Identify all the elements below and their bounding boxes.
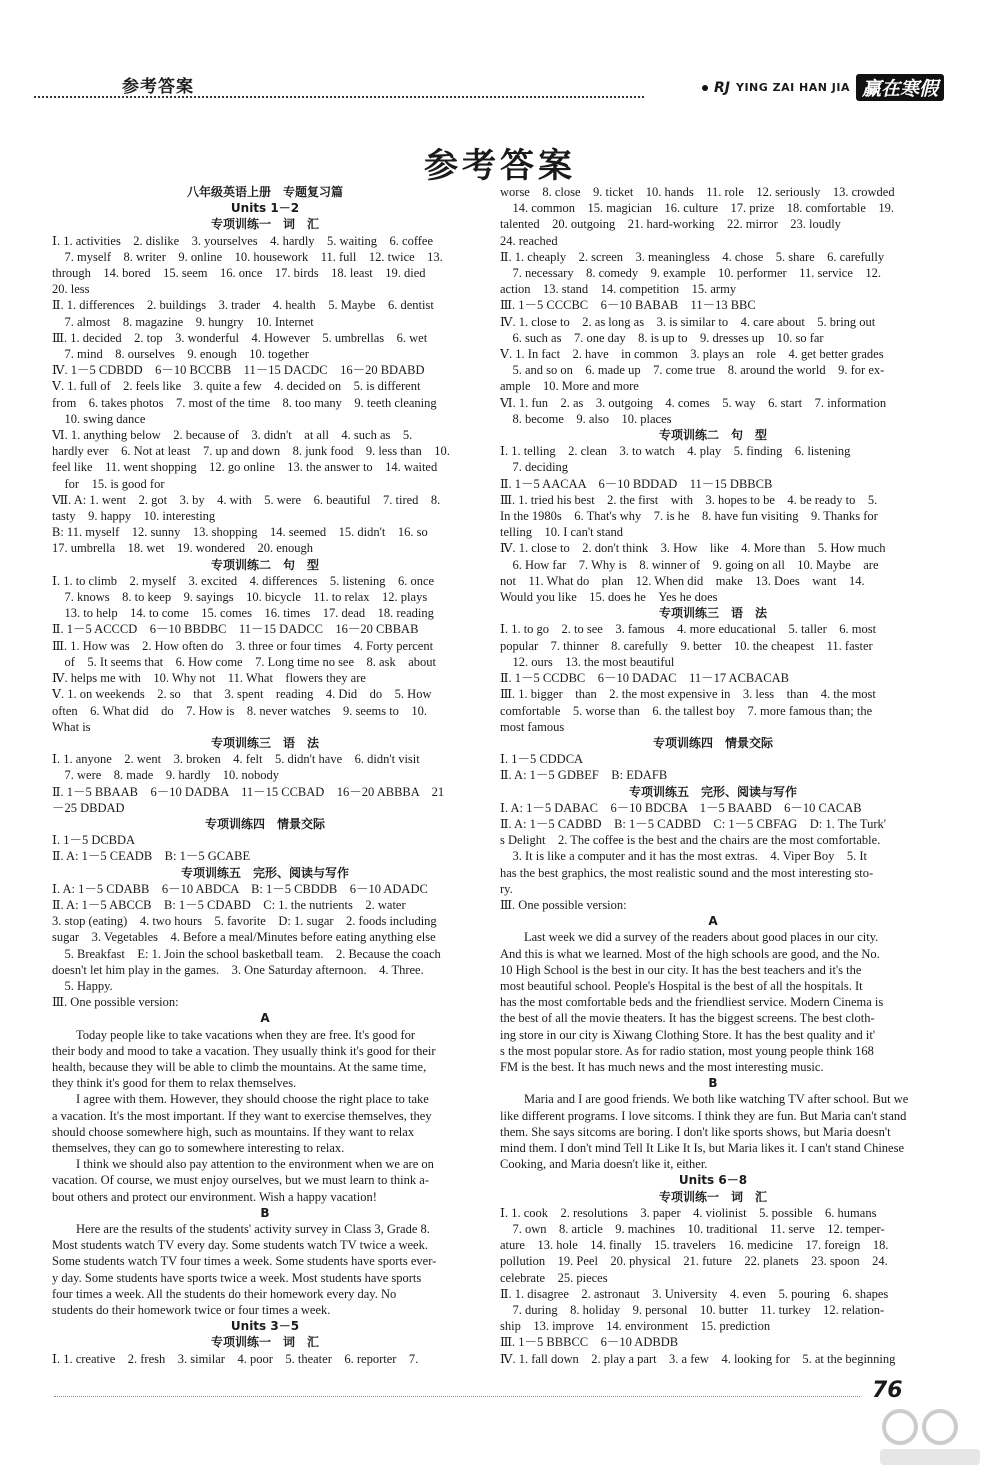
answer-line: like different programs. I love sitcoms. I think they are fun. But Maria can't stand bbox=[500, 1108, 907, 1123]
header-title: 参考答案 bbox=[122, 77, 194, 97]
answer-line: 24. reached bbox=[500, 233, 558, 248]
section-heading: A bbox=[260, 1011, 270, 1026]
answer-line: Ⅲ. 1. bigger than 2. the most expensive in 3. less than 4. the most bbox=[500, 687, 876, 702]
answer-line: 14. common 15. magician 16. culture 17. prize 18. comfortable 19. bbox=[500, 201, 895, 216]
section-heading: 专项训练四 情景交际 bbox=[204, 816, 325, 831]
answer-line: Ⅱ. 1. differences 2. buildings 3. trader 4. health 5. Maybe 6. dentist bbox=[52, 298, 434, 313]
answer-line: Would you like 15. does he Yes he does bbox=[500, 590, 718, 605]
answer-line: for 15. is good for bbox=[52, 476, 165, 491]
section-heading: B bbox=[260, 1205, 270, 1220]
answer-line: their body and mood to take a vacation. They usually think it's good for their bbox=[52, 1043, 436, 1058]
answer-line: Ⅲ. 1－5 CCCBC 6－10 BABAB 11－13 BBC bbox=[500, 298, 756, 313]
answer-line: they think it's good for them to relax themselves. bbox=[52, 1076, 297, 1091]
answer-line: 20. less bbox=[52, 282, 90, 297]
answer-line: talented 20. outgoing 21. hard-working 22. mirror 23. loudly bbox=[500, 217, 841, 232]
answer-line: Here are the results of the students' activity survey in Class 3, Grade 8. bbox=[76, 1222, 430, 1236]
answer-line: students do their homework twice or four times a week. bbox=[52, 1303, 331, 1318]
answer-line: Ⅰ. 1－5 CDDCA bbox=[500, 752, 584, 767]
answer-line: has the best graphics, the most realistic sound and the most interesting sto- bbox=[500, 865, 874, 880]
answer-line: Ⅳ. 1. close to 2. as long as 3. is similar to 4. care about 5. bring out bbox=[500, 314, 876, 329]
answer-line: bout others and protect our environment. Wish a happy vacation! bbox=[52, 1189, 377, 1204]
answer-line: Ⅲ. 1. How was 2. How often do 3. three or four times 4. Forty percent bbox=[52, 638, 434, 653]
page-header bbox=[34, 70, 944, 104]
answer-line: 17. umbrella 18. wet 19. wondered 20. enough bbox=[52, 541, 314, 556]
header-brand-name: 赢在寒假 bbox=[856, 74, 944, 101]
answer-line: 6. How far 7. Why is 8. winner of 9. going on all 10. Maybe are bbox=[500, 557, 879, 572]
answer-line: pollution 19. Peel 20. physical 21. future 22. planets 23. spoon 24. bbox=[500, 1254, 888, 1269]
answer-line: Ⅳ. 1. close to 2. don't think 3. How like 4. More than 5. How much bbox=[500, 541, 886, 556]
section-heading: Units 3－5 bbox=[230, 1319, 300, 1334]
answer-line: And this is what we learned. Most of the high schools are good, and the No. bbox=[500, 946, 880, 961]
right-column bbox=[500, 184, 926, 1367]
section-heading: A bbox=[708, 914, 718, 929]
answer-line: often 6. What did do 7. How is 8. never watches 9. seems to 10. bbox=[52, 703, 428, 718]
answer-line: Ⅲ. 1. tried his best 2. the first with 3. hopes to be 4. be ready to 5. bbox=[500, 492, 878, 507]
section-heading: 专项训练四 情景交际 bbox=[652, 735, 773, 750]
answer-line: 7. almost 8. magazine 9. hungry 10. Internet bbox=[52, 314, 314, 329]
answer-line: Ⅰ. 1. activities 2. dislike 3. yourselves 4. hardly 5. waiting 6. coffee bbox=[52, 233, 434, 248]
answer-line: Some students watch TV four times a week. Some students have sports ever- bbox=[52, 1254, 437, 1269]
header-pinyin: YING ZAI HAN JIA bbox=[735, 81, 850, 94]
answer-line: 5. and so on 6. made up 7. come true 8. around the world 9. for ex- bbox=[500, 363, 885, 378]
section-heading: Units 6－8 bbox=[678, 1173, 748, 1188]
section-heading: 专项训练一 词 汇 bbox=[658, 1189, 767, 1204]
answer-line: a vacation. It's the most important. If they want to exercise themselves, they bbox=[52, 1108, 432, 1123]
answer-line: Ⅱ. 1－5 CCDBC 6－10 DADAC 11－17 ACBACAB bbox=[500, 671, 789, 686]
answer-line: 13. to help 14. to come 15. comes 16. times 17. dead 18. reading bbox=[52, 606, 434, 621]
answer-line: Ⅵ. 1. fun 2. as 3. outgoing 4. comes 5. way 6. start 7. information bbox=[500, 395, 887, 410]
answer-line: ship 13. improve 14. environment 15. prediction bbox=[500, 1319, 771, 1334]
answer-line: s the most popular store. As for radio station, most young people think 168 bbox=[500, 1043, 874, 1058]
footer-divider bbox=[54, 1396, 860, 1397]
section-heading: 专项训练三 语 法 bbox=[210, 735, 319, 750]
answer-line: the best of all the movie theaters. It has the biggest screens. The best cloth- bbox=[500, 1011, 875, 1026]
answer-line: Ⅱ. 1－5 BBAAB 6－10 DADBA 11－15 CCBAD 16－20 ABBBA 21 bbox=[52, 784, 445, 799]
answer-line: has the most comfortable beds and the friendliest service. Modern Cinema is bbox=[500, 995, 884, 1010]
answer-line: 8. become 9. also 10. places bbox=[500, 411, 672, 426]
answer-line: I agree with them. However, they should choose the right place to take bbox=[76, 1092, 429, 1107]
section-heading: Units 1－2 bbox=[230, 201, 300, 216]
answer-line: celebrate 25. pieces bbox=[500, 1270, 608, 1285]
answer-line: Ⅰ. 1. telling 2. clean 3. to watch 4. play 5. finding 6. listening bbox=[500, 444, 851, 459]
answer-line: tasty 9. happy 10. interesting bbox=[52, 509, 216, 524]
answer-line: Ⅵ. 1. anything below 2. because of 3. didn't at all 4. such as 5. bbox=[52, 428, 413, 443]
section-heading: 专项训练一 词 汇 bbox=[210, 1335, 319, 1350]
page-number: 76 bbox=[872, 1378, 903, 1403]
answer-line: B: 11. myself 12. sunny 13. shopping 14. seemed 15. didn't 16. so bbox=[52, 525, 428, 540]
answer-line: Ⅴ. 1. on weekends 2. so that 3. spent reading 4. Did do 5. How bbox=[52, 687, 432, 702]
answer-line: 7. mind 8. ourselves 9. enough 10. together bbox=[52, 347, 309, 362]
answer-line: of 5. It seems that 6. How come 7. Long time no see 8. ask about bbox=[52, 654, 436, 669]
answer-line: In the 1980s 6. That's why 7. is he 8. have fun visiting 9. Thanks for bbox=[500, 509, 878, 524]
answer-line: 7. own 8. article 9. machines 10. traditional 11. serve 12. temper- bbox=[500, 1222, 885, 1236]
answer-line: sugar 3. Vegetables 4. Before a meal/Minutes before eating anything else bbox=[52, 930, 436, 945]
answer-line: Ⅰ. 1. to go 2. to see 3. famous 4. more educational 5. taller 6. most bbox=[500, 622, 877, 637]
answer-line: Ⅲ. One possible version: bbox=[52, 995, 179, 1010]
answer-line: Today people like to take vacations when they are free. It's good for bbox=[76, 1027, 416, 1042]
answer-line: Last week we did a survey of the readers about good places in our city. bbox=[524, 930, 879, 945]
answer-line: Ⅲ. 1－5 BBBCC 6－10 ADBDB bbox=[500, 1335, 679, 1350]
bullet-icon bbox=[702, 85, 708, 91]
section-heading: 专项训练五 完形、阅读与写作 bbox=[628, 784, 797, 799]
answer-line: Ⅰ. 1. anyone 2. went 3. broken 4. felt 5. didn't have 6. didn't visit bbox=[52, 752, 420, 767]
answer-line: most famous bbox=[500, 719, 565, 734]
answer-line: feel like 11. went shopping 12. go online 13. the answer to 14. waited bbox=[52, 460, 438, 475]
left-column bbox=[52, 184, 478, 1367]
answer-line: not 11. What do plan 12. When did make 13. Does want 14. bbox=[500, 573, 865, 588]
answer-line: Ⅱ. A: 1－5 GDBEF B: EDAFB bbox=[500, 768, 668, 783]
answer-line: Most students watch TV every day. Some students watch TV twice a week. bbox=[52, 1238, 428, 1253]
answer-line: 12. ours 13. the most beautiful bbox=[500, 654, 675, 669]
answer-line: 7. myself 8. writer 9. online 10. housework 11. full 12. twice 13. bbox=[52, 249, 443, 264]
answer-line: should choose somewhere high, such as mountains. If they want to relax bbox=[52, 1124, 415, 1139]
answer-line: themselves, they can go to somewhere interesting to relax. bbox=[52, 1140, 345, 1155]
section-heading: B bbox=[708, 1076, 718, 1091]
answer-line: Ⅰ. 1. cook 2. resolutions 3. paper 4. violinist 5. possible 6. humans bbox=[500, 1205, 877, 1220]
answer-line: worse 8. close 9. ticket 10. hands 11. role 12. seriously 13. crowded bbox=[500, 185, 895, 199]
page-title: 参考答案 bbox=[424, 146, 576, 186]
answer-line: 10. swing dance bbox=[52, 411, 146, 426]
section-heading: 专项训练一 词 汇 bbox=[210, 217, 319, 232]
answer-line: Ⅶ. A: 1. went 2. got 3. by 4. with 5. were 6. beautiful 7. tired 8. bbox=[52, 492, 441, 507]
answer-line: mind them. I don't mind Tell It Like It Is, but Maria likes it. I can't stand Chinese bbox=[500, 1140, 905, 1155]
answer-line: Ⅱ. A: 1－5 CADBD B: 1－5 CADBD C: 1－5 CBFAG D: 1. The Turk' bbox=[500, 816, 887, 831]
answer-line: Ⅴ. 1. full of 2. feels like 3. quite a few 4. decided on 5. is different bbox=[52, 379, 421, 394]
answer-line: Ⅱ. 1－5 ACCCD 6－10 BBDBC 11－15 DADCC 16－20 CBBAB bbox=[52, 622, 419, 637]
header-rj: RJ bbox=[713, 79, 730, 96]
answer-line: comfortable 5. worse than 6. the tallest boy 7. more famous than; the bbox=[500, 703, 873, 718]
answer-line: ature 13. hole 14. finally 15. travelers 16. medicine 17. foreign 18. bbox=[500, 1238, 889, 1253]
answer-line: Ⅲ. 1. decided 2. top 3. wonderful 4. However 5. umbrellas 6. wet bbox=[52, 330, 428, 345]
section-heading: 专项训练二 句 型 bbox=[658, 428, 767, 443]
answer-line: Ⅱ. A: 1－5 CEADB B: 1－5 GCABE bbox=[52, 849, 251, 864]
watermark-logo bbox=[870, 1405, 990, 1471]
answer-line: doesn't let him play in the games. 3. One Saturday afternoon. 4. Three. bbox=[52, 962, 424, 977]
answer-line: Ⅰ. 1. to climb 2. myself 3. excited 4. differences 5. listening 6. once bbox=[52, 573, 435, 588]
section-heading: 专项训练五 完形、阅读与写作 bbox=[180, 865, 349, 880]
answer-line: popular 7. thinner 8. carefully 9. better 10. the cheapest 11. faster bbox=[500, 638, 873, 653]
answer-line: Ⅱ. 1. cheaply 2. screen 3. meaningless 4. chose 5. share 6. carefully bbox=[500, 249, 885, 264]
answer-line: action 13. stand 14. competition 15. army bbox=[500, 282, 737, 297]
answer-line: Maria and I are good friends. We both like watching TV after school. But we bbox=[524, 1092, 909, 1107]
section-heading: 专项训练三 语 法 bbox=[658, 606, 767, 621]
answer-line: What is bbox=[52, 719, 91, 734]
answer-line: most beautiful school. People's Hospital is the best of all the hospitals. It bbox=[500, 978, 863, 993]
answer-line: them. She says sitcoms are boring. I don't like sports shows, but Maria doesn't bbox=[500, 1124, 891, 1139]
answer-line: FM is the best. It has much news and the most interesting music. bbox=[500, 1059, 824, 1074]
answer-line: 7. necessary 8. comedy 9. example 10. performer 11. service 12. bbox=[500, 266, 882, 281]
header-divider bbox=[34, 96, 644, 98]
answer-line: 7. knows 8. to keep 9. sayings 10. bicycle 11. to relax 12. plays bbox=[52, 590, 428, 605]
answer-line: I think we should also pay attention to the environment when we are on bbox=[76, 1157, 434, 1172]
answer-line: from 6. takes photos 7. most of the time 8. too many 9. teeth cleaning bbox=[52, 395, 437, 410]
section-heading: 八年级英语上册 专题复习篇 bbox=[186, 185, 343, 199]
answer-line: s Delight 2. The coffee is the best and the chairs are the most comfortable. bbox=[500, 833, 881, 848]
answer-line: vacation. Of course, we must enjoy ourselves, but we must learn to think a- bbox=[52, 1173, 429, 1188]
answer-line: Ⅲ. One possible version: bbox=[500, 897, 627, 912]
answer-line: 5. Breakfast E: 1. Join the school basketball team. 2. Because the coach bbox=[52, 946, 441, 961]
answer-line: 7. during 8. holiday 9. personal 10. butter 11. turkey 12. relation- bbox=[500, 1303, 885, 1318]
answer-line: Ⅱ. 1－5 AACAA 6－10 BDDAD 11－15 DBBCB bbox=[500, 476, 773, 491]
answer-line: 6. such as 7. one day 8. is up to 9. dresses up 10. so far bbox=[500, 330, 824, 345]
answer-line: hardly ever 6. Not at least 7. up and down 8. junk food 9. less than 10. bbox=[52, 444, 450, 459]
header-brand bbox=[702, 74, 944, 101]
answer-line: ing store in our city is Xiwang Clothing Store. It has the best quality and it' bbox=[500, 1027, 876, 1042]
answer-line: Ⅰ. 1－5 DCBDA bbox=[52, 833, 136, 848]
answer-line: Ⅱ. A: 1－5 ABCCB B: 1－5 CDABD C: 1. the nutrients 2. water bbox=[52, 897, 406, 912]
answer-line: ample 10. More and more bbox=[500, 379, 639, 394]
answer-line: Ⅴ. 1. In fact 2. have in common 3. plays an role 4. get better grades bbox=[500, 347, 884, 362]
answer-line: 10 High School is the best in our city. It has the best teachers and it's the bbox=[500, 962, 862, 977]
answer-line: Ⅰ. 1. creative 2. fresh 3. similar 4. poor 5. theater 6. reporter 7. bbox=[52, 1351, 419, 1366]
answer-line: 5. Happy. bbox=[52, 978, 113, 993]
answer-line: Ⅳ. helps me with 10. Why not 11. What flowers they are bbox=[52, 671, 366, 686]
answer-line: Cooking, and Maria doesn't like it, either. bbox=[500, 1157, 708, 1172]
section-heading: 专项训练二 句 型 bbox=[210, 557, 319, 572]
answer-line: y day. Some students have sports twice a week. Most students have sports bbox=[52, 1270, 422, 1285]
answer-line: 3. It is like a computer and it has the most extras. 4. Viper Boy 5. It bbox=[500, 849, 868, 864]
answer-line: Ⅱ. 1. disagree 2. astronaut 3. University 4. even 5. pouring 6. shapes bbox=[500, 1286, 889, 1301]
answer-line: through 14. bored 15. seem 16. once 17. birds 18. least 19. died bbox=[52, 266, 426, 281]
answer-line: Ⅳ. 1. fall down 2. play a part 3. a few 4. looking for 5. at the beginning bbox=[500, 1351, 896, 1366]
answer-line: Ⅳ. 1－5 CDBDD 6－10 BCCBB 11－15 DACDC 16－20 BDABD bbox=[52, 363, 425, 378]
answer-line: 3. stop (eating) 4. two hours 5. favorite D: 1. sugar 2. foods including bbox=[52, 914, 437, 929]
answer-line: －25 DBDAD bbox=[52, 800, 125, 815]
answer-line: ry. bbox=[500, 881, 513, 896]
answer-line: Ⅰ. A: 1－5 DABAC 6－10 BDCBA 1－5 BAABD 6－10 CACAB bbox=[500, 800, 862, 815]
answer-line: 7. deciding bbox=[500, 460, 569, 475]
answer-line: telling 10. I can't stand bbox=[500, 525, 624, 540]
answer-line: health, because they will be able to climb the mountains. At the same time, bbox=[52, 1059, 427, 1074]
answer-line: four times a week. All the students do their homework every day. No bbox=[52, 1286, 397, 1301]
answer-line: 7. were 8. made 9. hardly 10. nobody bbox=[52, 768, 280, 783]
answer-line: Ⅰ. A: 1－5 CDABB 6－10 ABDCA B: 1－5 CBDDB 6－10 ADADC bbox=[52, 881, 428, 896]
